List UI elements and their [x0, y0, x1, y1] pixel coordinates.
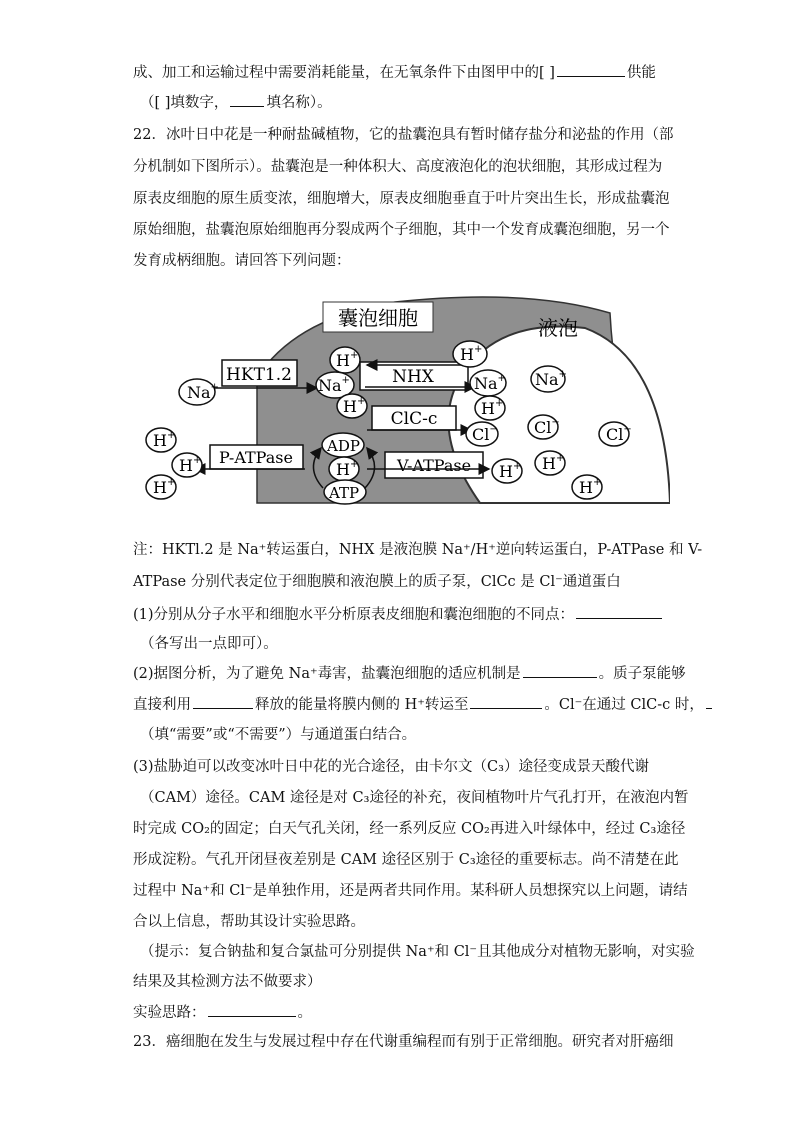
vatpase-label: V-ATPase	[396, 456, 472, 475]
cl-ion: Cl−	[534, 417, 560, 437]
clc-label: ClC-c	[390, 409, 438, 429]
salt-bladder-cell-figure	[145, 288, 670, 513]
q22-part3-line: (3)盐胁迫可以改变冰叶日中花的光合途径，由卡尔文（C₃）途径变成景天酸代谢	[133, 759, 649, 775]
h-ion: H+	[336, 350, 359, 370]
q22-intro-line: 原表皮细胞的原生质变浓，细胞增大，原表皮细胞垂直于叶片突出生长，形成盐囊泡	[133, 191, 670, 207]
q22-intro-line: 发育成柄细胞。请回答下列问题：	[133, 253, 351, 269]
q22-part2-line3: （填“需要”或“不需要”）与通道蛋白结合。	[140, 727, 417, 743]
answer-blank[interactable]	[706, 694, 712, 709]
h-ion: H+	[179, 455, 202, 475]
answer-blank[interactable]	[193, 694, 253, 709]
q22-part1-tail: （各写出一点即可）。	[140, 636, 278, 652]
q22-part2-line2: 直接利用 释放的能量将膜内侧的 H⁺转运至 。Cl⁻在通过 ClC-c 时，	[133, 694, 714, 715]
nhx-label: NHX	[392, 367, 434, 387]
h-ion: H+	[542, 453, 565, 473]
na-ion: Na+	[318, 375, 350, 395]
q22-part3-line: 过程中 Na⁺和 Cl⁻是单独作用，还是两者共同作用。某科研人员想探究以上问题，请结	[133, 883, 688, 899]
h-ion: H+	[343, 396, 366, 416]
q22-part1: (1)分别从分子水平和细胞水平分析原表皮细胞和囊泡细胞的不同点：	[133, 604, 664, 625]
cell-label: 囊泡细胞	[338, 306, 418, 330]
experiment-idea: 实验思路： 。	[133, 1002, 312, 1023]
q21-line2: （[ ]填数字， 填名称）。	[140, 92, 332, 113]
vacuole-label: 液泡	[538, 316, 578, 340]
q22-intro-line: 22．冰叶日中花是一种耐盐碱植物，它的盐囊泡具有暂时储存盐分和泌盐的作用（部	[133, 127, 674, 143]
q23-line: 23．癌细胞在发生与发展过程中存在代谢重编程而有别于正常细胞。研究者对肝癌细	[133, 1034, 674, 1050]
hint-line1: （提示：复合钠盐和复合氯盐可分别提供 Na⁺和 Cl⁻且其他成分对植物无影响，对实验	[140, 944, 695, 960]
h-ion: H+	[460, 344, 483, 364]
q22-part3-line: 时完成 CO₂的固定；白天气孔关闭，经一系列反应 CO₂再进入叶绿体中，经过 C₃途径	[133, 821, 686, 837]
q22-part3-line: 合以上信息，帮助其设计实验思路。	[133, 914, 365, 930]
answer-blank[interactable]	[208, 1002, 296, 1017]
cl-ion: Cl−	[472, 424, 498, 444]
h-ion: H+	[153, 430, 176, 450]
h-ion: H+	[336, 459, 359, 479]
na-ion: Na+	[187, 382, 219, 402]
figure-note-line2: ATPase 分别代表定位于细胞膜和液泡膜上的质子泵，ClCc 是 Cl⁻通道蛋白	[133, 574, 621, 590]
q22-part3-line: 形成淀粉。气孔开闭昼夜差别是 CAM 途径区别于 C₃途径的重要标志。尚不清楚在此	[133, 852, 679, 868]
answer-blank[interactable]	[470, 694, 542, 709]
hint-line2: 结果及其检测方法不做要求）	[133, 974, 322, 990]
answer-blank[interactable]	[523, 663, 597, 678]
patpase-label: P-ATPase	[219, 448, 293, 467]
h-ion: H+	[153, 477, 176, 497]
answer-blank[interactable]	[230, 92, 264, 107]
figure-note-line1: 注：HKTl.2 是 Na⁺转运蛋白，NHX 是液泡膜 Na⁺/H⁺逆向转运蛋白，P-ATPase 和 V-	[133, 542, 703, 558]
hkt-label: HKT1.2	[226, 365, 292, 385]
h-ion: H+	[481, 398, 504, 418]
atp-label: ATP	[329, 484, 360, 502]
q22-part2: (2)据图分析，为了避免 Na⁺毒害，盐囊泡细胞的适应机制是 。质子泵能够	[133, 663, 686, 684]
answer-blank[interactable]	[576, 604, 662, 619]
h-ion: H+	[579, 477, 602, 497]
q21-line1: 成、加工和运输过程中需要消耗能量，在无氧条件下由图甲中的[ ] 供能	[133, 62, 656, 83]
q22-part3-line: （CAM）途径。CAM 途径是对 C₃途径的补充，夜间植物叶片气孔打开，在液泡内暂	[140, 790, 689, 806]
adp-label: ADP	[327, 437, 360, 455]
na-ion: Na+	[474, 373, 506, 393]
answer-blank[interactable]	[557, 62, 625, 77]
na-ion: Na+	[535, 369, 567, 389]
q22-intro-line: 分机制如下图所示）。盐囊泡是一种体积大、高度液泡化的泡状细胞，其形成过程为	[133, 159, 663, 175]
h-ion: H+	[499, 461, 522, 481]
q22-intro-line: 原始细胞，盐囊泡原始细胞再分裂成两个子细胞，其中一个发育成囊泡细胞，另一个	[133, 222, 670, 238]
cl-ion: Cl−	[606, 424, 632, 444]
